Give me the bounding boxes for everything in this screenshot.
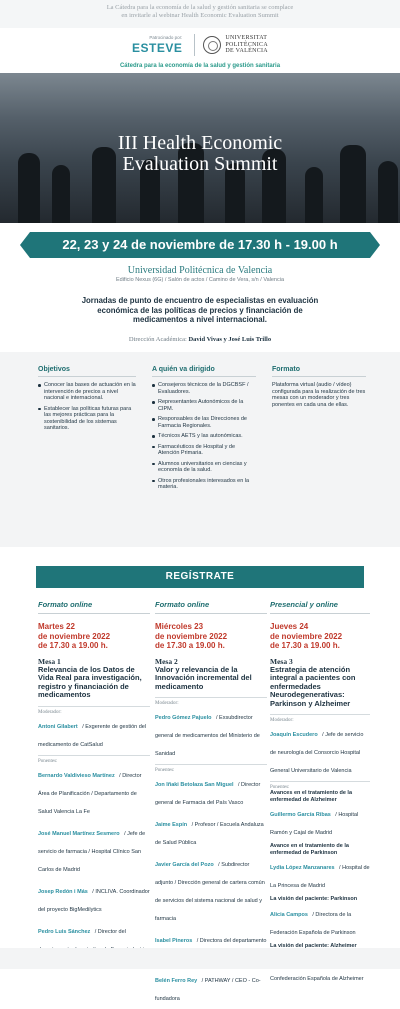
speaker: Isabel Pineros / Directora del departamento [155, 938, 267, 944]
speaker: La visión del paciente: Parkinson Alicia Campos / Directora de la Federación Española de Parkinson [270, 896, 358, 936]
moderator-label: Moderador: [155, 701, 179, 706]
session-date: Jueves 24 de noviembre 2022 de 17.30 a 19.00 h. [270, 622, 343, 650]
venue-name: Universidad Politécnica de Valencia [127, 265, 273, 276]
register-button[interactable]: REGÍSTRATE [36, 566, 364, 588]
invitation-note-line1: La Cátedra para la economía de la salud y gestión sanitaria se complace [106, 4, 294, 11]
catedra-label: Cátedra para la economía de la salud y gestión sanitaria [119, 63, 281, 69]
invitation-note [0, 0, 400, 28]
moderator: Joaquín Escudero / Jefe de servicio de neurología del Consorcio Hospital General Universitario de Valencia [270, 732, 364, 774]
audience-item: Responsables de las Direcciones de Farmacia Regionales. [152, 416, 256, 429]
session-table-number: Mesa 3 [270, 656, 293, 666]
divider [270, 781, 370, 782]
audience-item: Alumnos universitarios en ciencias y economía de la salud. [152, 461, 256, 474]
divider [155, 697, 267, 698]
info-section [0, 352, 400, 547]
esteve-wordmark: ESTEVE [132, 41, 183, 55]
sponsor-label: Patrocinado por: [149, 35, 183, 40]
silhouette [305, 167, 323, 223]
session-column-1 [38, 600, 150, 960]
audience-heading: A quién va dirigido [152, 366, 256, 377]
dates-banner: 22, 23 y 24 de noviembre de 17.30 h - 19.00 h [30, 232, 370, 258]
speaker: Avances en el tratamiento de la enfermedad de Alzheimer Guillermo García Ribas / Hospital Ramón y Cajal de Madrid [270, 790, 359, 836]
audience-item: Farmacéuticos de Hospital y de Atención Primaria. [152, 444, 256, 457]
objectives-column [38, 366, 136, 436]
divider [38, 706, 150, 707]
speakers-label: Ponentes: [155, 768, 175, 773]
speaker: Javier García del Pozo / Subdirector adjunto / Dirección general de cartera común de servicios del sistema nacional de salud y farmacia [155, 862, 265, 922]
objective-item: Establecer las políticas futuras para las mejores prácticas para la sostenibilidad de los sistemas sanitarios. [38, 406, 136, 432]
speaker: Belén Ferro Rey / PATHWAY / CEO - Co-fundadora [155, 978, 261, 1002]
moderator-label: Moderador: [270, 718, 294, 723]
session-title: Valor y relevancia de la Innovación incremental del medicamento [155, 664, 252, 691]
venue-address: Edificio Nexus (6G) / Salón de actos / Camino de Vera, s/n / Valencia [115, 277, 285, 283]
session-format: Formato online [38, 600, 150, 614]
divider [38, 755, 150, 756]
speaker: Pedro Luis Sánchez / Director del [38, 928, 126, 935]
session-date: Miércoles 23 de noviembre 2022 de 17.30 a 19.00 h. [155, 622, 228, 650]
upv-wordmark: UNIVERSITAT POLITÈCNICA DE VALÈNCIA [225, 35, 268, 55]
audience-item: Representantes Autonómicos de la CIPM. [152, 399, 256, 412]
invitation-note-line2: en invitarle al webinar Health Economic Evaluation Summit [121, 12, 279, 19]
objectives-heading: Objetivos [38, 366, 136, 377]
moderator: Antoni Gilabert / Exgerente de gestión del medicamento de CatSalud [38, 723, 147, 748]
audience-column [152, 366, 256, 495]
session-table-number: Mesa 2 [155, 656, 178, 666]
moderator-label: Moderador: [38, 709, 62, 715]
esteve-logo [132, 35, 182, 55]
session-format: Formato online [155, 600, 267, 614]
speaker: Jaime Espín / Profesor / Escuela Andaluza de Salud Pública [155, 822, 264, 846]
speaker: Bernardo Valdivieso Martínez / Director Área de Planificación / Departamento de Salud Valencia La Fe [38, 772, 142, 815]
format-heading: Formato [272, 366, 366, 377]
speakers-label: Ponentes: [38, 758, 58, 764]
session-table-number: Mesa 1 [38, 656, 61, 666]
audience-item: Otros profesionales interesados en la materia. [152, 478, 256, 491]
logo-divider [194, 34, 195, 56]
speakers-label: Ponentes: [270, 785, 290, 790]
event-title: III Health Economic Evaluation Summit [117, 132, 283, 175]
speaker: José Manuel Martínez Sesmero / Jefe de servicio de farmacia / Hospital Clínico San Carlos de Madrid [38, 830, 146, 873]
footer-band [0, 948, 400, 969]
speaker: Josep Redón i Más / INCLIVA. Coordinador del proyecto BigMedilytics [38, 888, 150, 913]
session-title: Relevancia de los Datos de Vida Real para investigación, registro y financiación de medicamentos [38, 664, 142, 699]
format-text: Plataforma virtual (audio / vídeo) configurada para la realización de tres mesas con un moderador y tres ponentes en cada una de ellas. [272, 382, 366, 408]
logos-bar [0, 28, 400, 62]
session-date: Martes 22 de noviembre 2022 de 17.30 a 19.00 h. [38, 622, 111, 650]
session-title: Estrategia de atención integral a pacientes con enfermedades Neurodegenerativas: Parkinson y Alzheimer [270, 664, 356, 708]
speaker: Jon Iñaki Betolaza San Miguel / Director general de Farmacia del País Vasco [155, 782, 261, 806]
divider [155, 764, 267, 765]
academic-direction: Dirección Académica: David Vivas y José Luis Trillo [128, 336, 272, 343]
objective-item: Conocer las bases de actuación en la intervención de precios a nivel nacional e internacional. [38, 382, 136, 402]
event-intro: Jornadas de punto de encuentro de especialistas en evaluación económica de las políticas de precios y financiación de medicamentos a nivel internacional. [81, 296, 319, 325]
audience-item: Técnicos AETS y las autonómicas. [152, 433, 256, 440]
upv-logo [203, 35, 268, 55]
session-format: Presencial y online [270, 600, 370, 614]
audience-item: Consejeros técnicos de la DGCBSF / Evaluadores. [152, 382, 256, 395]
format-column [272, 366, 366, 408]
session-column-3 [270, 600, 370, 989]
speaker: Avance en el tratamiento de la enfermedad de Parkinson Lydia López Manzanares / Hospital de La Princesa de Madrid [270, 843, 370, 889]
upv-seal-icon [203, 36, 221, 54]
divider [270, 714, 370, 715]
moderator: Pedro Gómez Pajuelo / Exsubdirector general de medicamentos del Ministerio de Sanidad [155, 715, 260, 757]
speaker: La visión del paciente: Alzheimer Confederación Española de Alzheimer [270, 942, 364, 982]
